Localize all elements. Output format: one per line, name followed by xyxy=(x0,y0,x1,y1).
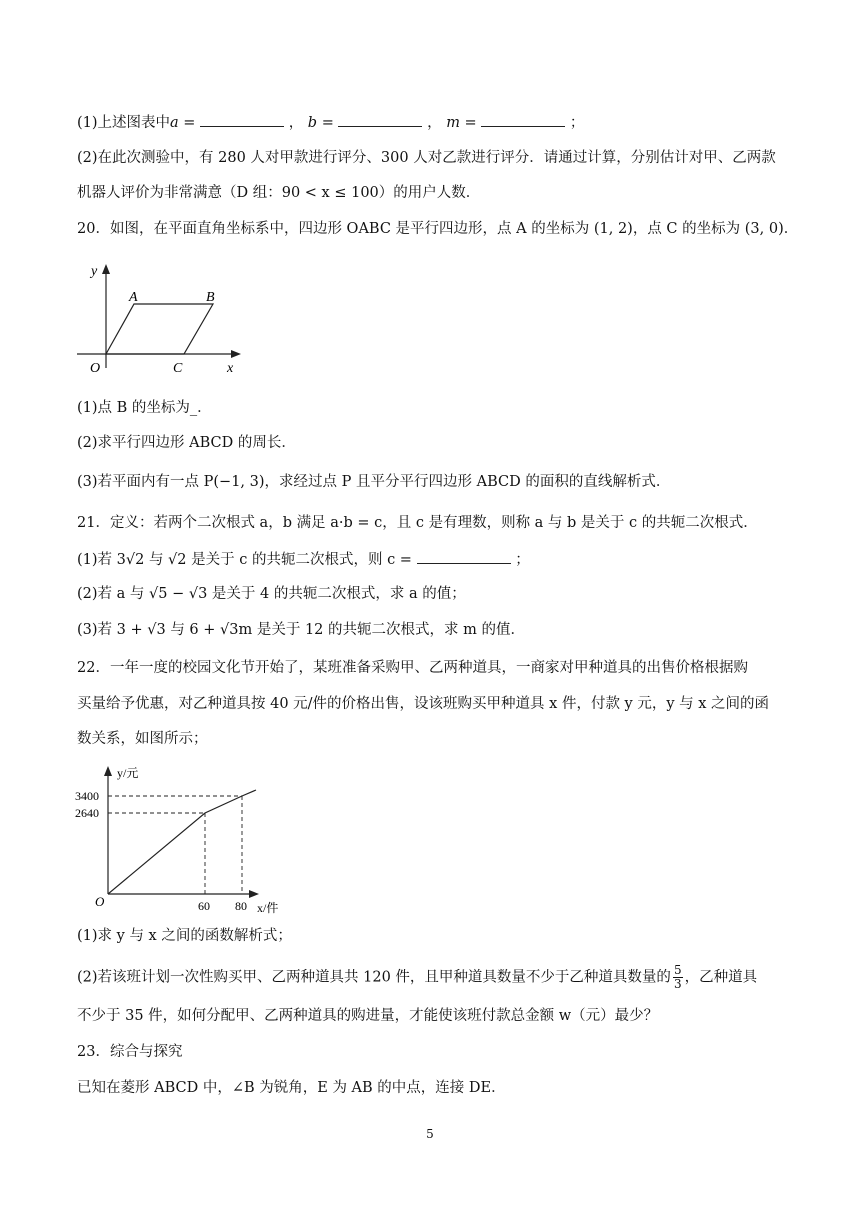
point-c-label: C xyxy=(173,361,183,376)
q19-part2-line1: (2)在此次测验中，有 280 人对甲款进行评分、300 人对乙款进行评分．请通过计算，分别估计对甲、乙两款 xyxy=(77,150,776,166)
tick-80: 80 xyxy=(235,899,247,913)
q22-part1: (1)求 y 与 x 之间的函数解析式； xyxy=(77,928,292,944)
graph-x-label: x/件 xyxy=(257,901,279,915)
q20-part3: (3)若平面内有一点 P(−1, 3)，求经过点 P 且平分平行四边形 ABCD 的面积的直线解析式． xyxy=(77,474,671,490)
fraction-5-3: $\frac{5}{3}$ xyxy=(673,963,682,991)
q20-stem: 20．如图，在平面直角坐标系中，四边形 OABC 是平行四边形，点 A 的坐标为 (1, 2)，点 C 的坐标为 (3, 0)． xyxy=(77,221,799,237)
answer-blank-c[interactable] xyxy=(417,549,511,564)
tick-2640: 2640 xyxy=(75,806,99,820)
tick-60: 60 xyxy=(198,899,210,913)
q23-stem: 已知在菱形 ABCD 中，∠B 为锐角，E 为 AB 的中点，连接 DE． xyxy=(77,1080,506,1096)
answer-blank-a[interactable] xyxy=(200,112,284,127)
parallelogram-oabc xyxy=(106,304,213,354)
tick-3400: 3400 xyxy=(75,789,99,803)
graph-x-arrow xyxy=(249,890,259,898)
x-axis-arrow xyxy=(231,350,241,358)
x-axis-label: x xyxy=(227,361,234,376)
q23-title: 23．综合与探究 xyxy=(77,1044,183,1060)
price-function-line xyxy=(108,790,256,894)
y-axis-label: y xyxy=(91,264,98,279)
q19-part2-line2: 机器人评价为非常满意（D 组：90 < x ≤ 100）的用户人数． xyxy=(77,185,481,201)
q21-part1: (1)若 3√2 与 √2 是关于 c 的共轭二次根式，则 c = ； xyxy=(77,549,530,570)
q19-part1: (1)上述图表中a = ， b = ， m = ； xyxy=(77,112,584,133)
q20-part2: (2)求平行四边形 ABCD 的周长． xyxy=(77,435,296,451)
point-b-label: B xyxy=(206,290,215,305)
q22-part2-line1: (2)若该班计划一次性购买甲、乙两种道具共 120 件，且甲种道具数量不少于乙种道具数量的 $\frac{5}{3}$ ，乙种道具 xyxy=(77,963,758,991)
answer-blank-b[interactable] xyxy=(338,112,422,127)
y-axis-arrow xyxy=(102,264,110,274)
answer-blank-m[interactable] xyxy=(481,112,565,127)
q22-part2-line2: 不少于 35 件，如何分配甲、乙两种道具的购进量，才能使该班付款总金额 w（元）最少？ xyxy=(77,1008,659,1024)
graph-origin-label: O xyxy=(95,894,105,909)
q22-line3: 数关系，如图所示； xyxy=(77,731,208,747)
q22-line1: 22．一年一度的校园文化节开始了，某班准备采购甲、乙两种道具，一商家对甲种道具的出售价格根据购 xyxy=(77,660,748,676)
q22-price-graph xyxy=(75,760,295,915)
q21-part2: (2)若 a 与 √5 − √3 是关于 4 的共轭二次根式，求 a 的值； xyxy=(77,586,466,602)
origin-label: O xyxy=(90,361,101,376)
page-number: 5 xyxy=(426,1127,434,1141)
q21-part3: (3)若 3 + √3 与 6 + √3m 是关于 12 的共轭二次根式，求 m 的值． xyxy=(77,622,525,638)
q21-stem: 21．定义：若两个二次根式 a，b 满足 a·b = c，且 c 是有理数，则称 a 与 b 是关于 c 的共轭二次根式． xyxy=(77,515,758,531)
point-a-label: A xyxy=(129,290,138,305)
graph-y-label: y/元 xyxy=(117,766,139,780)
q20-parallelogram-figure xyxy=(75,258,250,378)
q20-part1: (1)点 B 的坐标为_． xyxy=(77,400,212,416)
graph-y-arrow xyxy=(104,766,112,776)
q19-part1-text: (1)上述图表中 xyxy=(77,115,171,131)
q22-line2: 买量给予优惠，对乙种道具按 40 元/件的价格出售，设该班购买甲种道具 x 件，付款 y 元，y 与 x 之间的函 xyxy=(77,696,770,712)
